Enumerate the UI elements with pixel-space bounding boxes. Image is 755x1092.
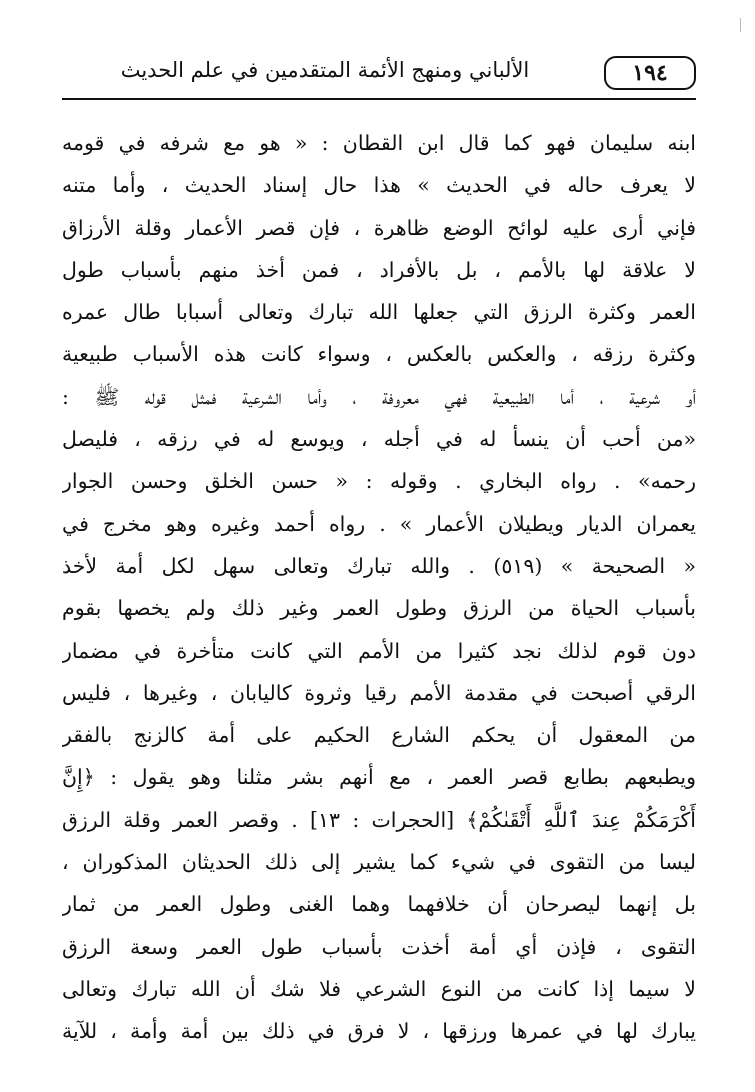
text-line: العمر وكثرة الرزق التي جعلها الله تبارك وتعالى أسبابا طال عمره [62,300,696,325]
text-line: فإني أرى عليه لوائح الوضع ظاهرة ، فإن قصر الأعمار وقلة الأرزاق [62,215,696,240]
text-line: ليسا من التقوى في شيء كما يشير إلى ذلك الحديثان المذكوران ، [62,850,696,875]
text-line: بل إنهما ليصرحان أن خلافهما وهما الغنى وطول العمر من ثمار [62,892,696,917]
text-line: الرقي أصبحت في مقدمة الأمم رقيا وثروة كاليابان ، وغيرها ، فليس [62,680,696,705]
text-line: دون قوم لذلك نجد كثيرا من الأمم التي كانت متأخرة في مضمار [62,638,696,663]
text-line: من المعقول أن يحكم الشارع الحكيم على أمة كالزنج بالفقر [62,723,696,748]
running-title: الألباني ومنهج الأئمة المتقدمين في علم الحديث [120,58,530,82]
text-line: لا سيما إذا كانت من النوع الشرعي فلا شك أن الله تبارك وتعالى [62,976,696,1001]
text-line: رحمه» . رواه البخاري . وقوله : « حسن الخلق وحسن الجوار [62,469,696,494]
text-line: التقوى ، فإذن أي أمة أخذت بأسباب طول العمر وسعة الرزق [62,934,696,959]
page-header [62,56,696,92]
text-line: «من أحب أن ينسأ له في أجله ، ويوسع له في رزقه ، فليصل [62,427,696,452]
text-line: ابنه سليمان فهو كما قال ابن القطان : « هو مع شرفه في قومه [62,131,696,155]
text-line: يبارك لها في عمرها ورزقها ، لا فرق في ذلك بين أمة وأمة ، للآية [62,1019,696,1044]
body-text [62,122,696,1053]
text-line: بأسباب الحياة من الرزق وطول العمر وغير ذلك ولم يخصها بقوم [62,596,696,621]
text-line: لا علاقة لها بالأمم ، بل بالأفراد ، فمن أخذ منهم بأسباب طول [62,257,696,282]
text-line: « الصحيحة » (٥١٩) . والله تبارك وتعالى سهل لكل أمة لأخذ [62,553,696,578]
text-line: ويطبعهم بطابع قصر العمر ، مع أنهم بشر مثلنا وهو يقول : ﴿إِنَّ [62,765,696,790]
text-line: يعمران الديار ويطيلان الأعمار » . رواه أحمد وغيره وهو مخرج في [62,511,696,536]
page-number: ١٩٤ [604,56,696,90]
text-line: أَكْرَمَكُمْ عِندَ ٱللَّهِ أَتْقَىٰكُمْ﴾ [الحجرات : ١٣] . وقصر العمر وقلة الرزق [62,807,696,832]
header-divider [62,98,696,100]
text-line: أو شرعية ، أما الطبيعية فهي معروفة ، وأما الشرعية فمثل قوله ﷺ : [62,384,696,409]
page-edge-mark [740,18,741,32]
text-line: لا يعرف حاله في الحديث » هذا حال إسناد الحديث ، وأما متنه [62,173,696,198]
text-line: وكثرة رزقه ، والعكس بالعكس ، وسواء كانت هذه الأسباب طبيعية [62,342,696,367]
